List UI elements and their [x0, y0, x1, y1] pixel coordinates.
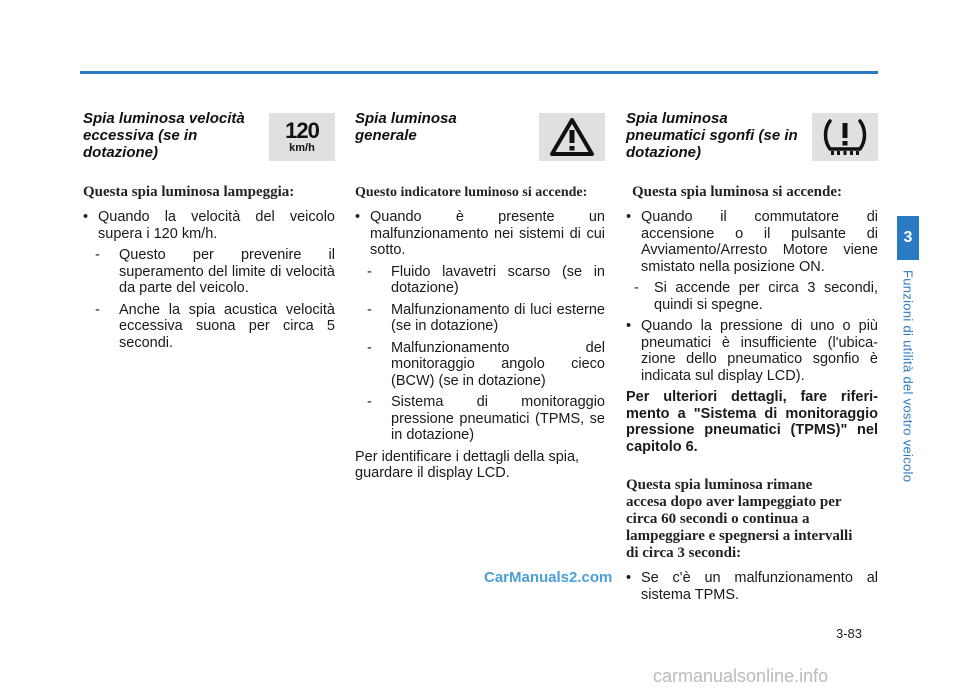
section-header [83, 110, 335, 166]
header-rule [80, 71, 878, 74]
overspeed-icon-value: 120 [285, 118, 319, 143]
bullet-item: • Quando il commutatore di accensione o il pulsante di Avviamento/Arresto Motore viene smistato nella posizione ON. [626, 209, 878, 275]
dash-item: - Malfunzionamento del monitoraggio angolo cieco (BCW) (se in dotazione) [367, 340, 605, 390]
section-tpms-warning [626, 110, 878, 608]
dash-item: - Malfunzionamento di luci esterne (se in dotazione) [367, 302, 605, 335]
overspeed-icon-unit: km/h [289, 142, 315, 154]
section-header [626, 110, 878, 166]
cross-reference-note: Per ulteriori dettagli, fare riferi-mento a "Sistema di monitoraggio pressione pneumatici (TPMS)" nel capitolo 6. [626, 389, 878, 455]
chapter-title-vertical: Funzioni di utilità del vostro veicolo [900, 270, 916, 483]
section-note: Per identificare i dettagli della spia, guardare il display LCD. [355, 448, 580, 481]
section-header [355, 110, 605, 166]
bullet-item: • Quando la pressione di uno o più pneumatici è insufficiente (l'ubica-zione dello pneumatico sgonfio è indicata sul display LCD). [626, 318, 878, 384]
dash-item: - Si accende per circa 3 secondi, quindi si spegne. [634, 280, 878, 313]
dash-item: - Anche la spia acustica velocità eccessiva suona per circa 5 secondi. [95, 302, 335, 352]
page-number: 3-83 [836, 626, 863, 641]
master-warning-triangle-icon [539, 113, 605, 161]
section-title: Spia luminosa velocità eccessiva (se in dotazione) [83, 110, 245, 161]
section-title: Spia luminosa generale [355, 110, 457, 144]
section-lead: Questa spia luminosa si accende: [632, 184, 843, 200]
section-title: Spia luminosa pneumatici sgonfi (se in dotazione) [626, 110, 798, 161]
section-master-warning [355, 110, 605, 482]
overspeed-120-icon [269, 113, 335, 161]
section-lead: Questa spia luminosa lampeggia: [83, 184, 295, 200]
low-tire-pressure-icon [812, 113, 878, 161]
watermark-carmanuals2: CarManuals2.com [484, 569, 613, 586]
dash-item: - Questo per prevenire il superamento del limite di velocità da parte del veicolo. [95, 247, 335, 297]
bullet-item: • Quando è presente un malfunzionamento nei sistemi di cui sotto. [355, 209, 605, 259]
bullet-item: • Se c'è un malfunzionamento al sistema TPMS. [626, 570, 878, 603]
section-lead: Questo indicatore luminoso si accende: [355, 185, 588, 200]
section-lead-secondary: Questa spia luminosa rimane accesa dopo aver lampeggiato per circa 60 secondi o continua a lampeggiare e spegnersi a intervalli di circa 3 secondi: [626, 477, 853, 561]
dash-item: - Fluido lavavetri scarso (se in dotazione) [367, 264, 605, 297]
watermark-carmanualsonline: carmanualsonline.info [653, 666, 829, 686]
dash-item: - Sistema di monitoraggio pressione pneumatici (TPMS, se in dotazione) [367, 394, 605, 444]
section-overspeed-warning [83, 110, 335, 356]
chapter-number-tab: 3 [897, 216, 919, 260]
bullet-item: • Quando la velocità del veicolo supera i 120 km/h. [83, 209, 335, 242]
